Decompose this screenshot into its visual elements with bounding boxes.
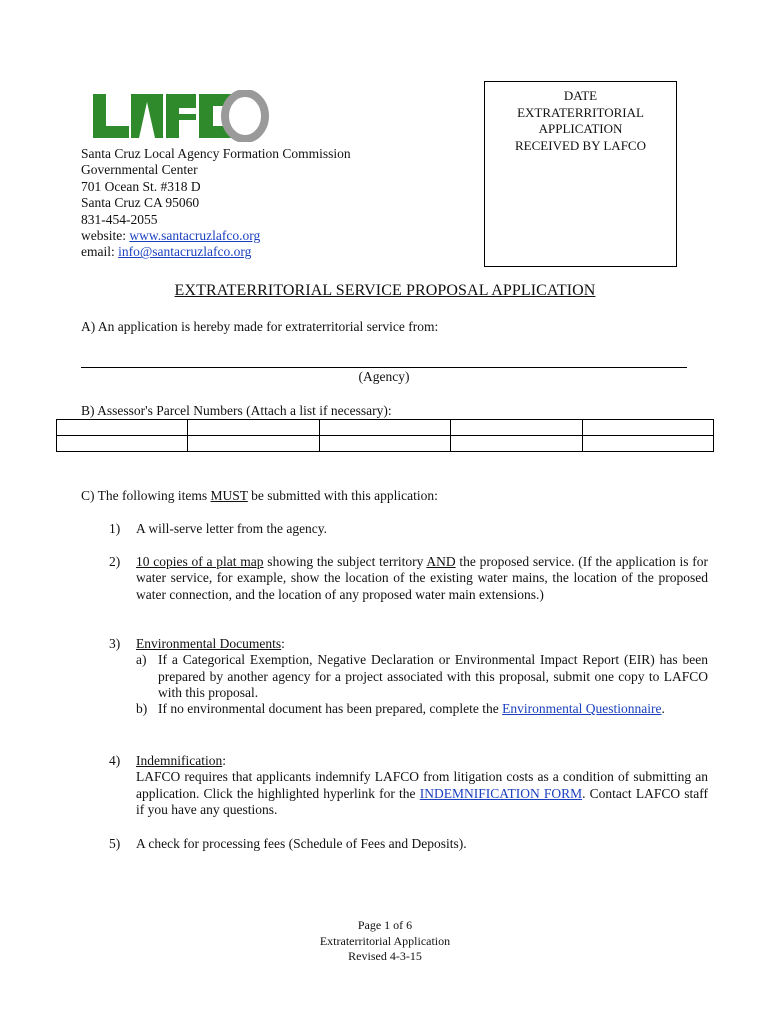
table-row (57, 436, 714, 452)
apn-cell[interactable] (57, 436, 188, 452)
section-a-text: A) An application is hereby made for extraterritorial service from: (81, 319, 439, 334)
section-c-suffix: be submitted with this application: (247, 488, 438, 503)
item-text-part: the proposed service. (If the application is for water service, for example, show the location of the existing water mains, the location of the proposed water connection, and the location of any proposed water main extensions.) (136, 554, 708, 602)
apn-cell[interactable] (451, 436, 582, 452)
section-c-prefix: C) The following items (81, 488, 211, 503)
apn-cell[interactable] (451, 420, 582, 436)
sub-item-a (136, 652, 708, 701)
item-text-part: showing the subject territory (263, 554, 427, 569)
list-item (109, 836, 709, 854)
apn-cell[interactable] (57, 420, 188, 436)
list-item (109, 636, 709, 738)
website-line (81, 228, 351, 244)
indemnification-heading: Indemnification (136, 753, 223, 768)
revision-date: Revised 4-3-15 (348, 949, 422, 963)
sub-item-text: If no environmental document has been prepared, complete the (158, 701, 503, 717)
org-street: 701 Ocean St. #318 D (81, 178, 201, 194)
item-heading (136, 636, 708, 652)
and-emphasis: AND (426, 554, 456, 569)
section-b-text: B) Assessor's Parcel Numbers (Attach a list if necessary): (81, 403, 392, 418)
item-text (136, 554, 708, 603)
apn-table (56, 419, 714, 452)
page-number: Page 1 of 6 (357, 918, 413, 932)
heading-colon: : (222, 753, 226, 768)
apn-cell[interactable] (319, 420, 450, 436)
org-name: Santa Cruz Local Agency Formation Commission (81, 146, 351, 161)
item-number: 2) (109, 554, 121, 569)
document-name: Extraterritorial Application (319, 933, 451, 948)
agency-field-line[interactable] (81, 367, 687, 368)
date-received-box (484, 81, 677, 267)
lafco-logo (93, 90, 271, 140)
item-number: 3) (109, 636, 121, 651)
list-item (109, 554, 709, 620)
website-link[interactable]: www.santacruzlafco.org (129, 228, 261, 244)
list-item (109, 753, 709, 821)
item-text (136, 636, 708, 717)
environmental-questionnaire-link[interactable]: Environmental Questionnaire (502, 701, 662, 717)
email-label: email: (81, 244, 119, 260)
item-number: 1) (109, 521, 121, 536)
email-link[interactable]: info@santacruzlafco.org (118, 244, 252, 260)
apn-cell[interactable] (188, 420, 319, 436)
page-footer (0, 918, 770, 965)
email-line (81, 244, 351, 260)
list-item (109, 521, 709, 539)
org-center: Governmental Center (81, 162, 198, 178)
apn-cell[interactable] (582, 420, 713, 436)
item-heading (136, 753, 708, 769)
item-text-part: . Contact LAFCO staff if you have any questions. (136, 785, 708, 817)
section-c-text (81, 488, 438, 504)
section-c-must: MUST (210, 488, 248, 503)
apn-cell[interactable] (188, 436, 319, 452)
date-box-line: APPLICATION (538, 121, 623, 136)
date-box-line: DATE (563, 88, 598, 103)
item-number: 5) (109, 836, 121, 851)
indemnification-form-link[interactable]: INDEMNIFICATION FORM (419, 785, 583, 801)
plat-map-copies: 10 copies of a plat map (136, 554, 264, 569)
org-city: Santa Cruz CA 95060 (81, 195, 200, 211)
sub-item-b (136, 701, 708, 717)
date-box-line: EXTRATERRITORIAL (517, 104, 644, 120)
address-block (81, 146, 351, 261)
sub-item-label: b) (136, 701, 148, 717)
item-text-part: LAFCO requires that applicants indemnify LAFCO from litigation costs as a condition of submitting an application. Click the highlighted hyperlink for the (136, 769, 708, 801)
item-number: 4) (109, 753, 121, 768)
lafco-logo-graphic (93, 90, 271, 142)
date-box-line: RECEIVED BY LAFCO (515, 137, 646, 153)
environmental-documents-heading: Environmental Documents (136, 636, 282, 651)
sub-item-label: a) (136, 652, 147, 668)
table-row (57, 420, 714, 436)
page-title: EXTRATERRITORIAL SERVICE PROPOSAL APPLICATION (174, 282, 596, 299)
heading-colon: : (281, 636, 285, 651)
item-text: A check for processing fees (Schedule of Fees and Deposits). (136, 836, 467, 851)
agency-label: (Agency) (358, 369, 410, 384)
indemnification-text (136, 769, 708, 818)
apn-cell[interactable] (319, 436, 450, 452)
apn-cell[interactable] (582, 436, 713, 452)
sub-item-text: If a Categorical Exemption, Negative Declaration or Environmental Impact Report (EIR) has been prepared by another agency for a project associated with this proposal, submit one copy to LAFCO with this proposal. (158, 652, 708, 700)
item-text: A will-serve letter from the agency. (136, 521, 328, 536)
sub-item-end: . (661, 701, 665, 717)
org-phone: 831-454-2055 (81, 211, 158, 227)
website-label: website: (81, 228, 130, 244)
item-text (136, 753, 708, 818)
